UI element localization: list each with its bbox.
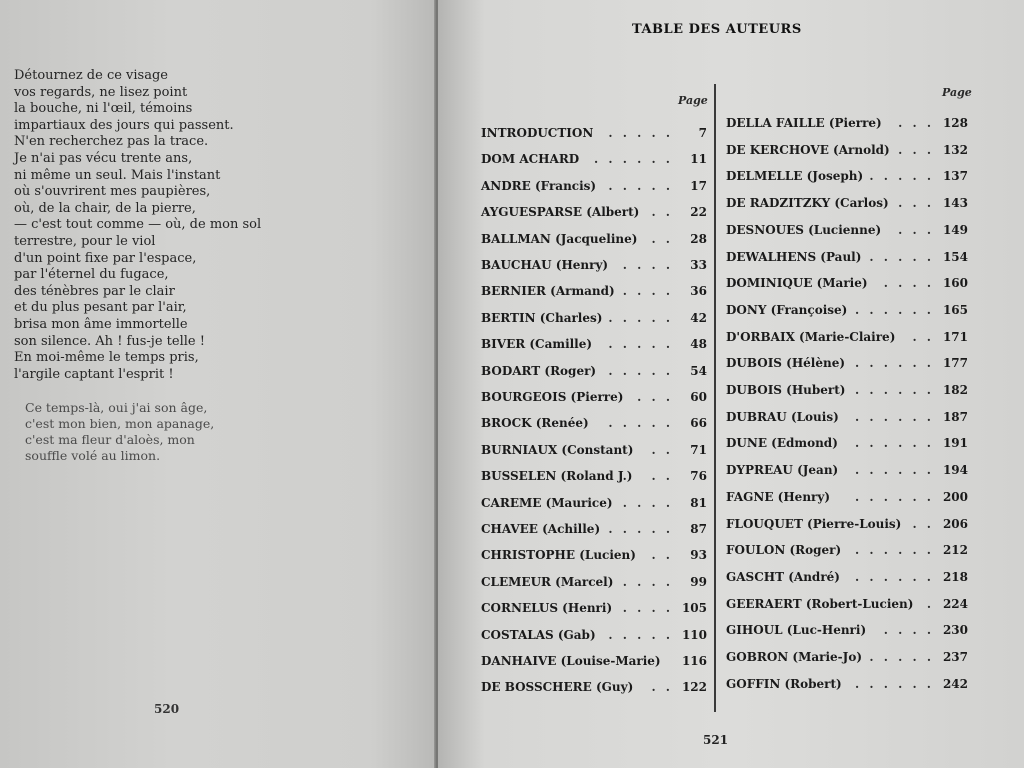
toc-entry [726, 196, 968, 212]
toc-entry [726, 677, 968, 693]
toc-entry [726, 543, 968, 559]
poem-line: N'en recherchez pas la trace. [14, 134, 209, 150]
leader-dots: . . . . . [869, 169, 934, 184]
toc-entry [726, 116, 968, 132]
toc-entry [481, 126, 707, 142]
leader-dots: . . . . . . [855, 543, 934, 558]
page-ref: 242 [942, 676, 968, 691]
toc-entry [481, 179, 707, 195]
poem-line: Ce temps-là, oui j'ai son âge, [25, 400, 208, 415]
page-ref: 11 [690, 152, 707, 167]
poem-line: par l'éternel du fugace, [14, 267, 169, 283]
poem-line: c'est mon bien, mon apanage, [25, 416, 215, 431]
author-name: DYPREAU (Jean) [726, 463, 839, 478]
toc-entry [726, 223, 968, 239]
page-ref: 132 [942, 142, 968, 157]
toc-entry [726, 169, 968, 185]
poem-line: d'un point fixe par l'espace, [14, 250, 197, 266]
toc-entry [481, 601, 707, 617]
author-name: COSTALAS (Gab) [481, 627, 596, 642]
left-page-number: 520 [154, 702, 180, 716]
author-name: DE KERCHOVE (Arnold) [726, 142, 890, 157]
leader-dots: . . . . . . [855, 569, 934, 584]
author-name: DELMELLE (Joseph) [726, 169, 864, 184]
author-name: DUBOIS (Hubert) [726, 383, 846, 397]
poem-stanza-1 [14, 68, 261, 383]
author-name: ANDRE (Francis) [481, 178, 597, 193]
toc-entry [481, 232, 707, 248]
author-name: DELLA FAILLE (Pierre) [726, 116, 882, 130]
toc-entry [481, 443, 707, 459]
leader-dots: . . [912, 516, 934, 531]
leader-dots: . . . . . [869, 650, 934, 664]
toc-entry [481, 205, 707, 221]
page-ref: 33 [690, 258, 707, 272]
author-name: FAGNE (Henry) [726, 489, 831, 504]
author-name: BURNIAUX (Constant) [481, 442, 634, 457]
leader-dots: . . [651, 442, 673, 457]
leader-dots: . . . . . [608, 178, 673, 193]
leader-dots: . . . [898, 142, 934, 157]
author-name: CHAVEE (Achille) [481, 522, 601, 536]
page-ref: 17 [690, 178, 707, 193]
author-name: BERNIER (Armand) [481, 284, 615, 299]
toc-entry [726, 623, 968, 639]
page-ref: 143 [942, 196, 968, 211]
leader-dots: . . [912, 329, 934, 344]
leader-dots: . . . [898, 116, 934, 130]
author-name: DOMINIQUE (Marie) [726, 276, 868, 291]
toc-entry [481, 628, 707, 644]
page-ref: 54 [690, 363, 707, 378]
poem-line: où s'ouvrirent mes paupières, [14, 184, 211, 200]
author-name: GIHOUL (Luc-Henri) [726, 623, 867, 638]
author-name: BERTIN (Charles) [481, 310, 603, 325]
leader-dots: . . . . [622, 574, 673, 589]
toc-entry [481, 258, 707, 274]
leader-dots: . . . . . [608, 627, 673, 642]
toc-entry [726, 436, 968, 452]
poem-line: En moi-même le temps pris, [14, 350, 199, 366]
page-ref: 116 [681, 654, 707, 668]
leader-dots: . . . [898, 196, 934, 211]
leader-dots: . . . [637, 390, 673, 404]
page-ref: 182 [942, 383, 968, 397]
toc-entry [726, 490, 968, 506]
toc-entry [481, 284, 707, 300]
author-name: BIVER (Camille) [481, 337, 593, 352]
leader-dots: . . [651, 469, 673, 484]
toc-entry [481, 390, 707, 406]
page-ref: 128 [942, 116, 968, 130]
poem-line: impartiaux des jours qui passent. [14, 117, 234, 133]
poem-line: son silence. Ah ! fus-je telle ! [14, 333, 205, 349]
poem-line: l'argile captant l'esprit ! [14, 366, 174, 382]
author-name: GEERAERT (Robert-Lucien) [726, 596, 914, 611]
author-name: DANHAIVE (Louise-Marie) [481, 654, 661, 668]
page-ref: 218 [942, 569, 968, 584]
author-name: DESNOUES (Lucienne) [726, 222, 882, 237]
leader-dots: . . . . . [608, 522, 673, 536]
page-ref: 212 [942, 543, 968, 558]
author-name: D'ORBAIX (Marie-Claire) [726, 329, 896, 344]
column-divider [714, 84, 716, 712]
page-ref: 187 [942, 409, 968, 424]
poem-line: et du plus pesant par l'air, [14, 300, 187, 316]
toc-entry [481, 548, 707, 564]
page-column-label-left: Page [678, 94, 708, 107]
toc-entry [726, 517, 968, 533]
leader-dots: . . . . . [608, 416, 673, 431]
toc-entry [481, 337, 707, 353]
page-ref: 160 [942, 276, 968, 291]
poem-line: brisa mon âme immortelle [14, 316, 188, 332]
leader-dots: . . . . . [608, 310, 673, 325]
toc-entry [726, 650, 968, 666]
poem-line: ni même un seul. Mais l'instant [14, 167, 221, 183]
page-ref: 87 [690, 522, 707, 536]
author-name: AYGUESPARSE (Albert) [481, 205, 640, 220]
leader-dots: . . [651, 205, 673, 220]
poem-stanza-2 [25, 400, 214, 464]
page-ref: 149 [942, 222, 968, 237]
leader-dots: . . . [898, 222, 934, 237]
poem-line: vos regards, ne lisez point [14, 84, 188, 100]
poem-line: c'est ma fleur d'aloès, mon [25, 432, 195, 447]
toc-entry [726, 276, 968, 292]
toc-entry [726, 356, 968, 372]
page-ref: 42 [690, 310, 707, 325]
page-ref: 200 [942, 489, 968, 504]
leader-dots: . . . . . . [855, 302, 934, 317]
page-ref: 81 [690, 495, 707, 510]
page-ref: 66 [690, 416, 707, 431]
leader-dots: . . . . [622, 601, 673, 616]
toc-entry [481, 311, 707, 327]
page-ref: 237 [942, 650, 968, 664]
author-name: DE RADZITZKY (Carlos) [726, 196, 889, 211]
leader-dots: . . . . . . [855, 489, 934, 504]
toc-entry [481, 680, 707, 696]
right-page-number: 521 [703, 733, 729, 747]
author-name: BOURGEOIS (Pierre) [481, 390, 624, 404]
page-column-label-right: Page [942, 86, 972, 99]
toc-entry [481, 522, 707, 538]
toc-entry [481, 364, 707, 380]
leader-dots: . . . . . [608, 126, 673, 140]
leader-dots: . . [651, 548, 673, 563]
toc-entry [481, 575, 707, 591]
toc-entry [726, 303, 968, 319]
page-ref: 194 [942, 463, 968, 478]
author-name: CAREME (Maurice) [481, 495, 613, 510]
author-name: BODART (Roger) [481, 363, 597, 378]
author-name: CORNELUS (Henri) [481, 601, 613, 616]
page-ref: 22 [690, 205, 707, 220]
toc-entry [726, 383, 968, 399]
toc-entry [726, 250, 968, 266]
page-ref: 93 [690, 548, 707, 563]
toc-entry [481, 416, 707, 432]
poem-line: — c'est tout comme — où, de mon sol [14, 217, 262, 233]
author-name: FLOUQUET (Pierre-Louis) [726, 516, 902, 531]
author-name: BALLMAN (Jacqueline) [481, 231, 638, 246]
page-ref: 105 [681, 601, 707, 616]
page-ref: 28 [690, 231, 707, 246]
toc-entry [481, 469, 707, 485]
author-name: DEWALHENS (Paul) [726, 249, 862, 264]
toc-entry [726, 463, 968, 479]
leader-dots: . . . . . [869, 249, 934, 264]
author-name: FOULON (Roger) [726, 543, 842, 558]
author-name: DUBRAU (Louis) [726, 409, 839, 424]
poem-line: des ténèbres par le clair [14, 283, 175, 299]
leader-dots: . [926, 596, 934, 611]
leader-dots: . . [651, 680, 673, 695]
author-name: GASCHT (André) [726, 569, 840, 584]
author-name: GOBRON (Marie-Jo) [726, 650, 863, 664]
page-ref: 206 [942, 516, 968, 531]
page-ref: 224 [942, 596, 968, 611]
leader-dots: . . . . . . [855, 356, 934, 371]
poem-line: la bouche, ni l'œil, témoins [14, 101, 193, 117]
author-name: DOM ACHARD [481, 152, 580, 167]
toc-entry [481, 152, 707, 168]
leader-dots: . . . . . . [855, 436, 934, 451]
page-ref: 48 [690, 337, 707, 352]
page-ref: 137 [942, 169, 968, 184]
page-ref: 71 [690, 442, 707, 457]
page-ref: 99 [690, 574, 707, 589]
toc-entry [726, 570, 968, 586]
poem-line: Détournez de ce visage [14, 68, 168, 83]
toc-entry [726, 410, 968, 426]
leader-dots: . . . . . [608, 363, 673, 378]
page-ref: 165 [942, 302, 968, 317]
leader-dots: . . . . . . [855, 463, 934, 478]
author-name: INTRODUCTION [481, 126, 594, 140]
poem-line: terrestre, pour le viol [14, 233, 156, 249]
toc-entry [726, 330, 968, 346]
author-name: BROCK (Renée) [481, 416, 589, 431]
toc-entry [726, 597, 968, 613]
leader-dots: . . . . . . [855, 383, 934, 397]
page-ref: 60 [690, 390, 707, 404]
author-name: CHRISTOPHE (Lucien) [481, 548, 636, 563]
page-ref: 76 [690, 469, 707, 484]
leader-dots: . . . . [883, 276, 934, 291]
poem-line: souffle volé au limon. [25, 448, 161, 463]
leader-dots: . . . . [622, 284, 673, 299]
page-ref: 122 [681, 680, 707, 695]
author-name: DE BOSSCHERE (Guy) [481, 680, 634, 695]
poem-line: Je n'ai pas vécu trente ans, [14, 150, 193, 166]
page-ref: 230 [942, 623, 968, 638]
toc-entry [481, 654, 707, 670]
author-name: GOFFIN (Robert) [726, 676, 842, 691]
leader-dots: . . . . . [608, 337, 673, 352]
author-name: CLEMEUR (Marcel) [481, 574, 614, 589]
leader-dots: . . . . . . [855, 409, 934, 424]
leader-dots: . . . . [883, 623, 934, 638]
toc-entry [481, 496, 707, 512]
page-ref: 154 [942, 249, 968, 264]
page-ref: 36 [690, 284, 707, 299]
author-name: DUNE (Edmond) [726, 436, 838, 451]
poem-line: où, de la chair, de la pierre, [14, 200, 196, 216]
page-ref: 7 [698, 126, 707, 140]
page-ref: 191 [942, 436, 968, 451]
leader-dots: . . . . [622, 495, 673, 510]
leader-dots: . . . . [622, 258, 673, 272]
author-name: DONY (Françoise) [726, 302, 848, 317]
author-name: BAUCHAU (Henry) [481, 258, 609, 272]
author-name: DUBOIS (Hélène) [726, 356, 846, 371]
leader-dots: . . [651, 231, 673, 246]
page-title: TABLE DES AUTEURS [632, 22, 802, 37]
left-page [0, 0, 436, 768]
page-ref: 171 [942, 329, 968, 344]
leader-dots: . . . . . . [594, 152, 673, 167]
leader-dots: . . . . . . [855, 676, 934, 691]
toc-entry [726, 143, 968, 159]
author-name: BUSSELEN (Roland J.) [481, 469, 633, 484]
page-ref: 110 [681, 627, 707, 642]
page-ref: 177 [942, 356, 968, 371]
